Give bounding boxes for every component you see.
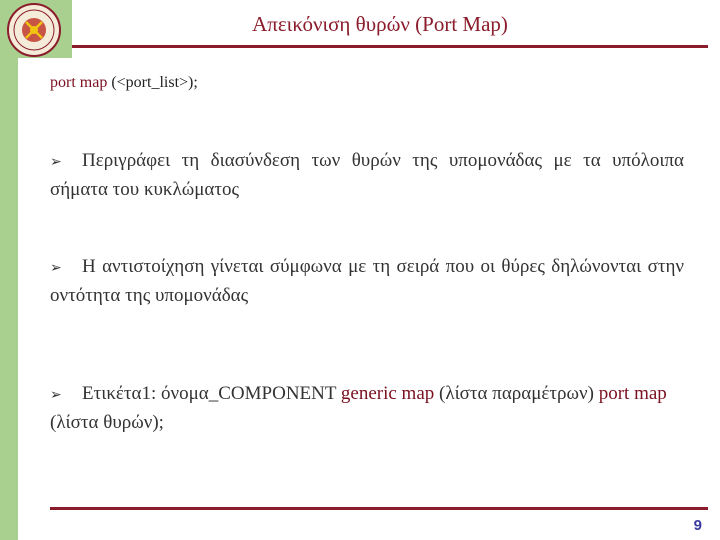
generic-map-keyword: generic map: [340, 383, 435, 404]
port-map-args: (<port_list>);: [107, 74, 198, 91]
bullet-item-2: [50, 253, 684, 310]
bullet-3-mid: (λίστα παραμέτρων): [434, 383, 599, 404]
arrow-bullet-icon: ➢: [50, 154, 62, 170]
page-number: 9: [693, 517, 702, 534]
title-divider: [72, 45, 708, 48]
port-map-syntax: [50, 74, 198, 92]
bullet-text-2: Η αντιστοίχηση γίνεται σύμφωνα με τη σειρά που οι θύρες δηλώνονται στην οντότητα της υπομονάδας: [50, 256, 684, 306]
bullet-3-prefix: Ετικέτα1: όνομα_COMPONENT: [82, 383, 341, 404]
arrow-bullet-icon: ➢: [50, 387, 62, 403]
bullet-item-3: [50, 380, 684, 437]
university-seal-icon: [2, 2, 66, 58]
arrow-bullet-icon: ➢: [50, 260, 62, 276]
bullet-3-suffix: (λίστα θυρών);: [50, 412, 164, 433]
bullet-text-1: Περιγράφει τη διασύνδεση των θυρών της υπομονάδας με τα υπόλοιπα σήματα του κυκλώματος: [50, 150, 684, 200]
port-map-keyword-2: port map: [598, 383, 667, 404]
port-map-keyword: port map: [50, 74, 108, 91]
sidebar-strip: [0, 58, 18, 540]
footer-divider: [50, 507, 708, 510]
slide-title: Απεικόνιση θυρών (Port Map): [252, 12, 508, 36]
bullet-item-1: [50, 147, 684, 204]
